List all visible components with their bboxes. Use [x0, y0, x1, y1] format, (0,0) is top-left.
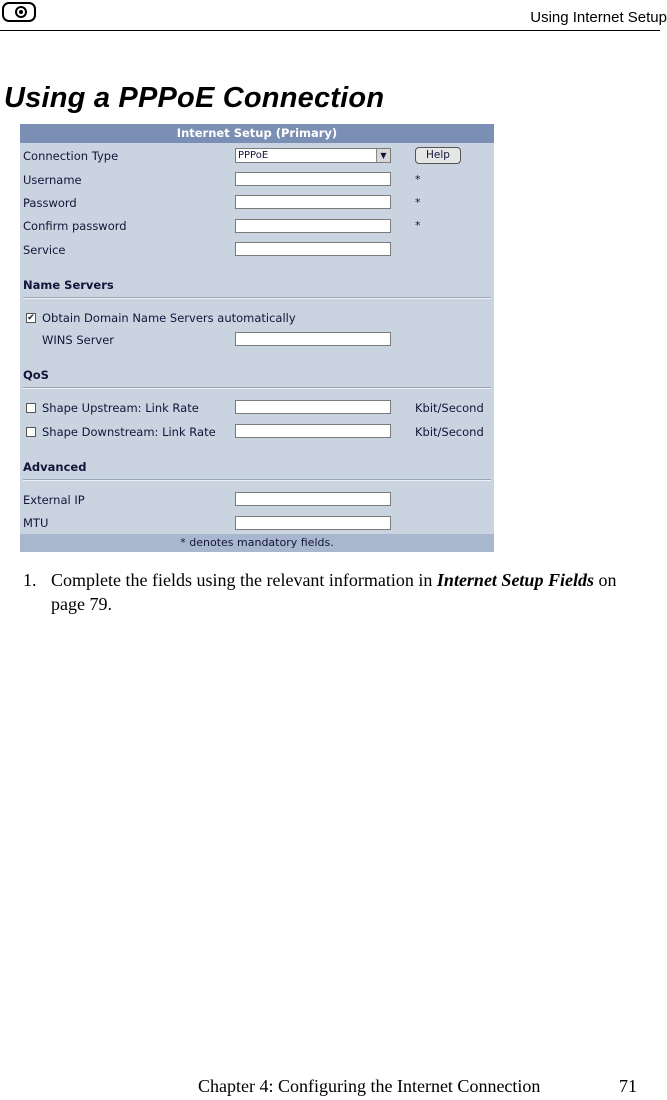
internet-setup-panel: [20, 124, 494, 552]
auto-dns-label: Obtain Domain Name Servers automatically: [42, 311, 296, 325]
mtu-label: MTU: [23, 516, 49, 530]
external-ip-label: External IP: [23, 493, 85, 507]
manual-logo-icon: [2, 2, 36, 22]
confirm-password-mandatory-mark: *: [415, 219, 421, 232]
panel-title: Internet Setup (Primary): [20, 124, 494, 143]
shape-downstream-unit: Kbit/Second: [415, 425, 484, 439]
step-number: 1.: [23, 570, 37, 590]
step-text-after: on page 79.: [51, 570, 617, 614]
shape-upstream-label: Shape Upstream: Link Rate: [42, 401, 199, 415]
step-text: [51, 568, 633, 616]
service-label: Service: [23, 243, 66, 257]
mtu-input[interactable]: [235, 516, 391, 530]
wins-server-input[interactable]: [235, 332, 391, 346]
service-input[interactable]: [235, 242, 391, 256]
chevron-down-icon[interactable]: ▼: [376, 149, 390, 162]
name-servers-divider: [23, 297, 491, 299]
footer-chapter: Chapter 4: Configuring the Internet Connection: [198, 1076, 541, 1096]
shape-downstream-label: Shape Downstream: Link Rate: [42, 425, 216, 439]
step-text-before: Complete the fields using the relevant information in: [51, 570, 437, 590]
confirm-password-label: Confirm password: [23, 219, 127, 233]
shape-upstream-input[interactable]: [235, 400, 391, 414]
mandatory-footnote: * denotes mandatory fields.: [20, 534, 494, 552]
qos-heading: QoS: [23, 368, 49, 382]
step-1: [23, 568, 633, 616]
internet-setup-fields-link[interactable]: Internet Setup Fields: [436, 570, 594, 590]
qos-divider: [23, 387, 491, 389]
external-ip-input[interactable]: [235, 492, 391, 506]
shape-upstream-checkbox[interactable]: [26, 403, 36, 413]
page-number: 71: [619, 1076, 637, 1096]
advanced-divider: [23, 479, 491, 481]
running-header-title: Using Internet Setup: [530, 9, 667, 26]
password-input[interactable]: [235, 195, 391, 209]
advanced-heading: Advanced: [23, 460, 87, 474]
connection-type-value: PPPoE: [238, 150, 269, 161]
username-mandatory-mark: *: [415, 173, 421, 186]
username-label: Username: [23, 173, 82, 187]
name-servers-heading: Name Servers: [23, 278, 114, 292]
shape-downstream-checkbox[interactable]: [26, 427, 36, 437]
username-input[interactable]: [235, 172, 391, 186]
shape-downstream-input[interactable]: [235, 424, 391, 438]
auto-dns-checkbox[interactable]: [26, 313, 36, 323]
help-button[interactable]: Help: [415, 147, 461, 164]
wins-server-label: WINS Server: [42, 333, 115, 347]
confirm-password-input[interactable]: [235, 219, 391, 233]
section-title: Using a PPPoE Connection: [4, 82, 385, 114]
password-label: Password: [23, 196, 77, 210]
shape-upstream-unit: Kbit/Second: [415, 401, 484, 415]
connection-type-select[interactable]: [235, 148, 391, 163]
password-mandatory-mark: *: [415, 196, 421, 209]
connection-type-label: Connection Type: [23, 149, 119, 163]
header-rule: [0, 30, 660, 31]
checkmark-icon: ✔: [27, 313, 35, 323]
